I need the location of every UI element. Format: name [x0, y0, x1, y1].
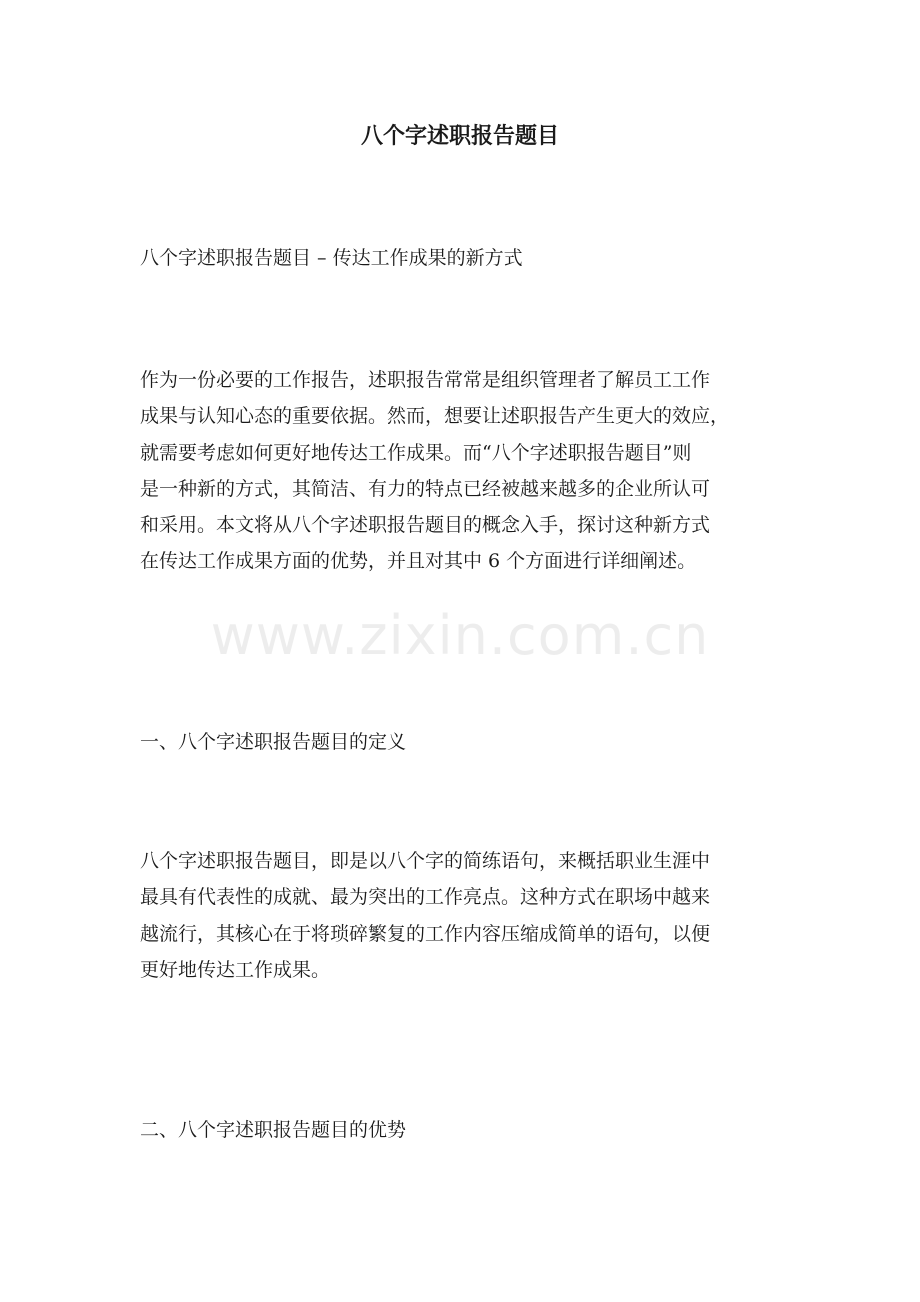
paragraph-line: 更好地传达工作成果。	[140, 958, 331, 981]
paragraph-line: 是一种新的方式，其简洁、有力的特点已经被越来越多的企业所认可	[140, 477, 711, 500]
section1-paragraph	[140, 843, 785, 988]
paragraph-line: 越流行，其核心在于将琐碎繁复的工作内容压缩成简单的语句，以便	[140, 922, 711, 945]
paragraph-line: 成果与认知心态的重要依据。然而，想要让述职报告产生更大的效应，	[140, 405, 730, 428]
section-heading-1: 一、八个字述职报告题目的定义	[140, 731, 407, 753]
intro-paragraph	[140, 362, 785, 580]
section-heading-2: 二、八个字述职报告题目的优势	[140, 1119, 407, 1141]
document-title: 八个字述职报告题目	[360, 123, 559, 149]
paragraph-line: 和采用。本文将从八个字述职报告题目的概念入手，探讨这种新方式	[140, 514, 711, 537]
subtitle: 八个字述职报告题目 – 传达工作成果的新方式	[140, 247, 523, 269]
watermark: www.zixin.com.cn	[210, 604, 710, 667]
paragraph-line: 最具有代表性的成就、最为突出的工作亮点。这种方式在职场中越来	[140, 886, 711, 909]
paragraph-line: 在传达工作成果方面的优势，并且对其中 6 个方面进行详细阐述。	[140, 550, 697, 573]
paragraph-line: 八个字述职报告题目，即是以八个字的简练语句，来概括职业生涯中	[140, 850, 711, 872]
paragraph-line: 就需要考虑如何更好地传达工作成果。而“八个字述职报告题目”则	[140, 441, 692, 464]
paragraph-line: 作为一份必要的工作报告，述职报告常常是组织管理者了解员工工作	[140, 369, 711, 391]
